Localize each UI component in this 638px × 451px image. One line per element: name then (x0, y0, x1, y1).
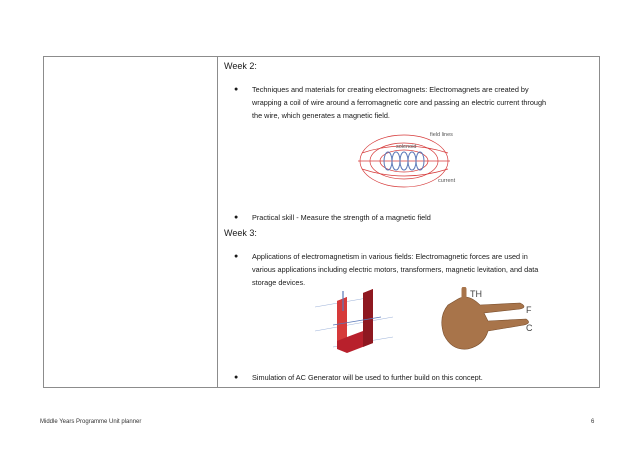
field-lines (358, 135, 450, 187)
week3-bullet2-text: Simulation of AC Generator will be used to further build on this concept. (252, 373, 483, 382)
bullet-dot: ● (234, 214, 239, 221)
magnet-pole-right (363, 289, 373, 347)
week2-bullet1-text: Techniques and materials for creating electromagnets: Electromagnets are created by wrapping a coil of wire around a ferromagnetic core and passing an electric current through the wire, which generates a magnetic field. (252, 85, 547, 120)
week3-bullet-applications (234, 250, 550, 290)
label-solenoid: solenoid (396, 144, 417, 150)
footer-title: Middle Years Programme Unit planner (40, 419, 142, 425)
week2-heading: Week 2: (224, 61, 257, 71)
right-column (218, 57, 599, 387)
week3-bullet-simulation (234, 371, 550, 385)
week2-bullet-techniques (234, 83, 550, 123)
label-c: C (526, 323, 533, 333)
unit-planner-table (43, 56, 600, 388)
page-number: 6 (591, 419, 595, 425)
bullet-dot: ● (234, 86, 239, 93)
bullet-dot: ● (234, 253, 239, 260)
week2-bullet-practical (234, 211, 550, 225)
week3-heading: Week 3: (224, 228, 257, 238)
label-field-lines: field lines (430, 132, 453, 138)
right-hand-rule-figure (428, 287, 548, 357)
week3-bullet1-text: Applications of electromagnetism in various fields: Electromagnetic forces are used in various applications including electric motors, transformers, magnetic levitation, and data storage devices. (252, 252, 539, 287)
magnet-pole-left (337, 297, 347, 341)
solenoid-figure (358, 129, 458, 193)
label-current: current (438, 178, 456, 184)
label-f: F (526, 305, 532, 315)
bullet-dot: ● (234, 374, 239, 381)
label-th: TH (470, 289, 482, 299)
left-column (44, 57, 218, 387)
week2-bullet2-text: Practical skill - Measure the strength of a magnetic field (252, 213, 431, 222)
magnet-figure (313, 287, 397, 357)
hand-shape (442, 297, 529, 349)
